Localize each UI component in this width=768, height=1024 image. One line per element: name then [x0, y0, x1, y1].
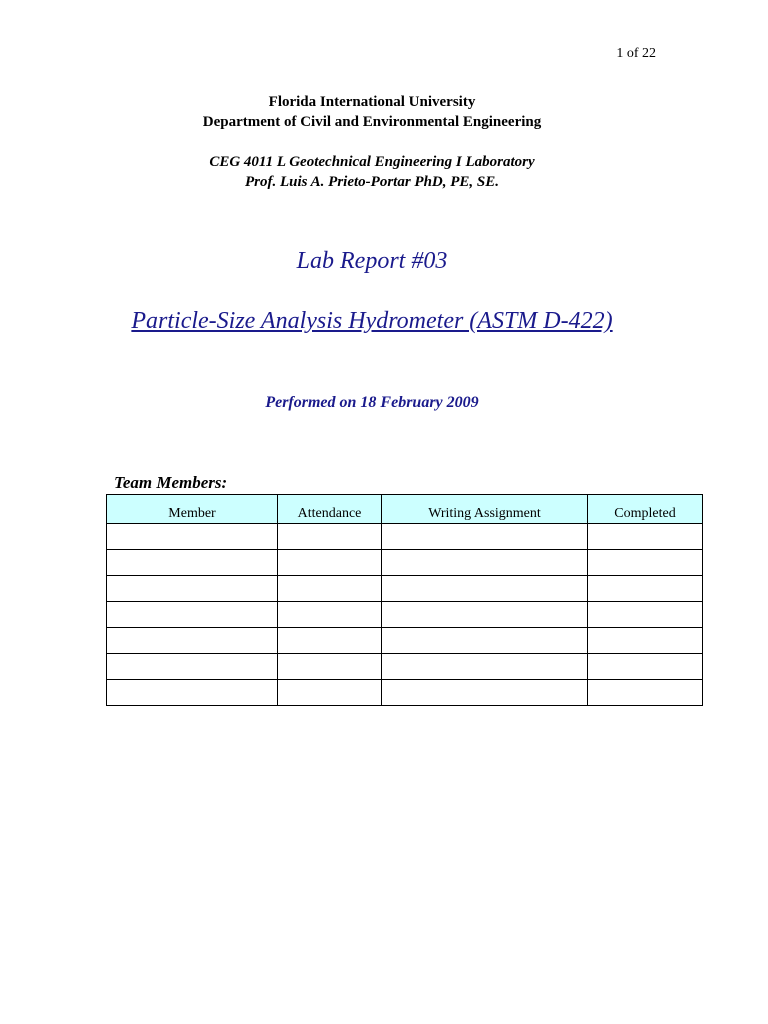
institution-header — [0, 92, 744, 132]
table-cell — [107, 628, 278, 654]
table-cell — [382, 680, 588, 706]
table-cell — [588, 628, 703, 654]
table-row — [107, 550, 703, 576]
table-cell — [382, 654, 588, 680]
table-row — [107, 680, 703, 706]
page-number: 1 of 22 — [616, 46, 656, 61]
table-cell — [382, 524, 588, 550]
table-row — [107, 654, 703, 680]
table-cell — [278, 602, 382, 628]
university-name: Florida International University — [268, 94, 476, 110]
table-row — [107, 602, 703, 628]
table-row — [107, 576, 703, 602]
table-cell — [107, 550, 278, 576]
table-cell — [278, 654, 382, 680]
team-members-table — [106, 494, 703, 706]
performed-date: Performed on 18 February 2009 — [265, 394, 479, 411]
table-cell — [588, 524, 703, 550]
table-cell — [107, 680, 278, 706]
table-row — [107, 524, 703, 550]
report-title: Lab Report #03 — [296, 248, 448, 274]
team-members-heading: Team Members: — [114, 473, 228, 492]
table-cell — [382, 576, 588, 602]
column-header-completed: Completed — [588, 495, 703, 524]
table-cell — [107, 576, 278, 602]
table-cell — [107, 602, 278, 628]
table-cell — [278, 576, 382, 602]
course-info — [0, 152, 744, 192]
table-cell — [588, 680, 703, 706]
table-cell — [382, 602, 588, 628]
table-cell — [278, 680, 382, 706]
table-cell — [588, 654, 703, 680]
professor-name: Prof. Luis A. Prieto-Portar PhD, PE, SE. — [244, 174, 500, 190]
column-header-attendance: Attendance — [278, 495, 382, 524]
table-cell — [382, 628, 588, 654]
table-cell — [278, 628, 382, 654]
table-cell — [588, 550, 703, 576]
table-row — [107, 628, 703, 654]
table-cell — [382, 550, 588, 576]
column-header-member: Member — [107, 495, 278, 524]
course-name: CEG 4011 L Geotechnical Engineering I Laboratory — [209, 154, 535, 170]
table-header-row — [107, 495, 703, 524]
table-cell — [278, 550, 382, 576]
experiment-title: Particle-Size Analysis Hydrometer (ASTM D-422) — [131, 308, 613, 334]
department-name: Department of Civil and Environmental Engineering — [202, 114, 542, 130]
table-cell — [107, 524, 278, 550]
table-cell — [588, 576, 703, 602]
table-cell — [107, 654, 278, 680]
table-cell — [588, 602, 703, 628]
column-header-writing-assignment: Writing Assignment — [382, 495, 588, 524]
table-cell — [278, 524, 382, 550]
